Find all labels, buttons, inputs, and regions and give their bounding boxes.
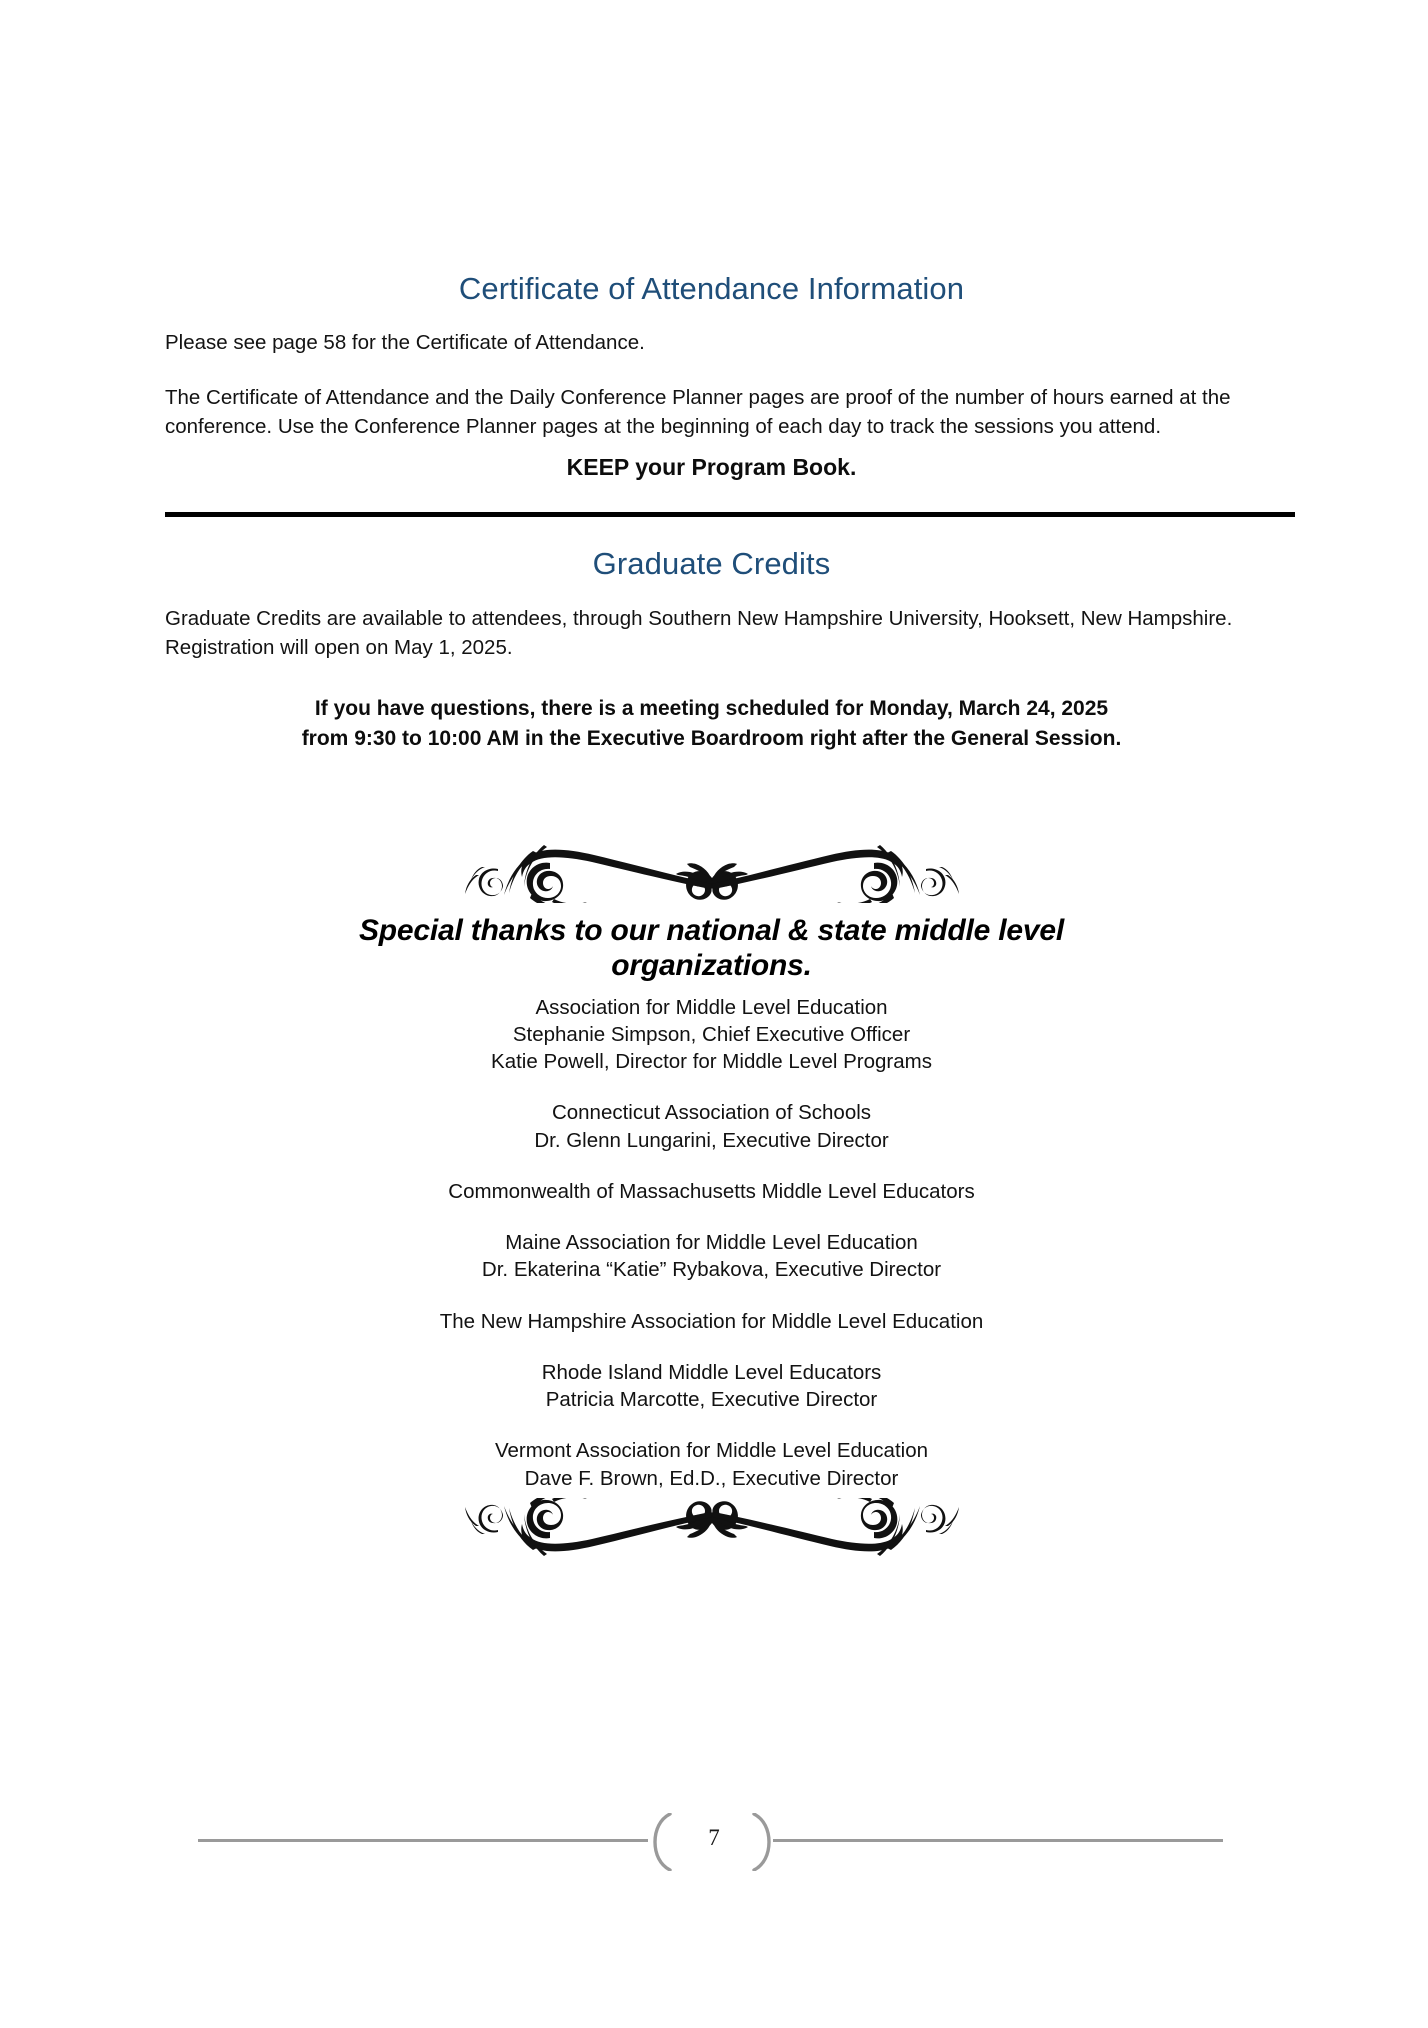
footer-right-brace-icon (750, 1813, 776, 1871)
meeting-notice-line-1: If you have questions, there is a meeting scheduled for Monday, March 24, 2025 (314, 696, 1109, 720)
organization-name: Vermont Association for Middle Level Education (494, 1439, 929, 1463)
page-content (165, 0, 1258, 1574)
organization-name: Rhode Island Middle Level Educators (541, 1360, 882, 1384)
organization-name: Association for Middle Level Education (535, 995, 888, 1019)
keep-program-book-callout: KEEP your Program Book. (566, 453, 857, 480)
decorative-flourish-bottom-icon (432, 1498, 992, 1574)
meeting-notice-line-2: from 9:30 to 10:00 AM in the Executive Boardroom right after the General Session. (301, 727, 1122, 751)
organization-group (165, 1308, 1258, 1335)
organization-name: Connecticut Association of Schools (551, 1101, 872, 1125)
page-footer (0, 1805, 1428, 1875)
organization-person: Dr. Ekaterina “Katie” Rybakova, Executive Director (481, 1258, 942, 1282)
section-heading-graduate-credits: Graduate Credits (592, 545, 831, 581)
page-title-certificate-of-attendance: Certificate of Attendance Information (458, 271, 965, 306)
organization-person: Dr. Glenn Lungarini, Executive Director (534, 1128, 889, 1152)
organization-group (165, 1359, 1258, 1414)
organization-name: The New Hampshire Association for Middle Level Education (439, 1309, 984, 1333)
organization-group (165, 1099, 1258, 1154)
graduate-credits-paragraph-1: Graduate Credits are available to attendees, through Southern New Hampshire University, Hooksett, New Hampshire. Registration will open on May 1, 2025. (165, 606, 1233, 659)
special-thanks-heading (165, 913, 1258, 984)
organization-group (165, 1437, 1258, 1492)
organization-person: Dave F. Brown, Ed.D., Executive Director (524, 1466, 899, 1490)
organization-person: Stephanie Simpson, Chief Executive Officer (512, 1022, 911, 1046)
page-number: 7 (708, 1825, 720, 1850)
organization-group (165, 1229, 1258, 1284)
footer-rule-right (773, 1839, 1223, 1842)
organization-group (165, 1178, 1258, 1205)
footer-left-brace-icon (648, 1813, 674, 1871)
graduate-credits-meeting-notice (165, 694, 1258, 755)
organization-person: Katie Powell, Director for Middle Level Programs (491, 1050, 932, 1074)
decorative-flourish-top-icon (432, 827, 992, 903)
certificate-paragraph-1: Please see page 58 for the Certificate of Attendance. (165, 331, 645, 355)
organization-name: Commonwealth of Massachusetts Middle Level Educators (448, 1179, 975, 1203)
special-thanks-heading-line-1: Special thanks to our national & state middle level (359, 913, 1064, 947)
organizations-list (165, 994, 1258, 1492)
certificate-paragraph-2: The Certificate of Attendance and the Daily Conference Planner pages are proof of the number of hours earned at the conference. Use the Conference Planner pages at the beginning of each day to track the sessions you attend. (165, 386, 1231, 439)
footer-rule-left (198, 1839, 648, 1842)
organization-person: Patricia Marcotte, Executive Director (545, 1388, 878, 1412)
organization-name: Maine Association for Middle Level Education (505, 1231, 918, 1255)
organization-group (165, 994, 1258, 1076)
special-thanks-heading-line-2: organizations. (611, 949, 812, 983)
